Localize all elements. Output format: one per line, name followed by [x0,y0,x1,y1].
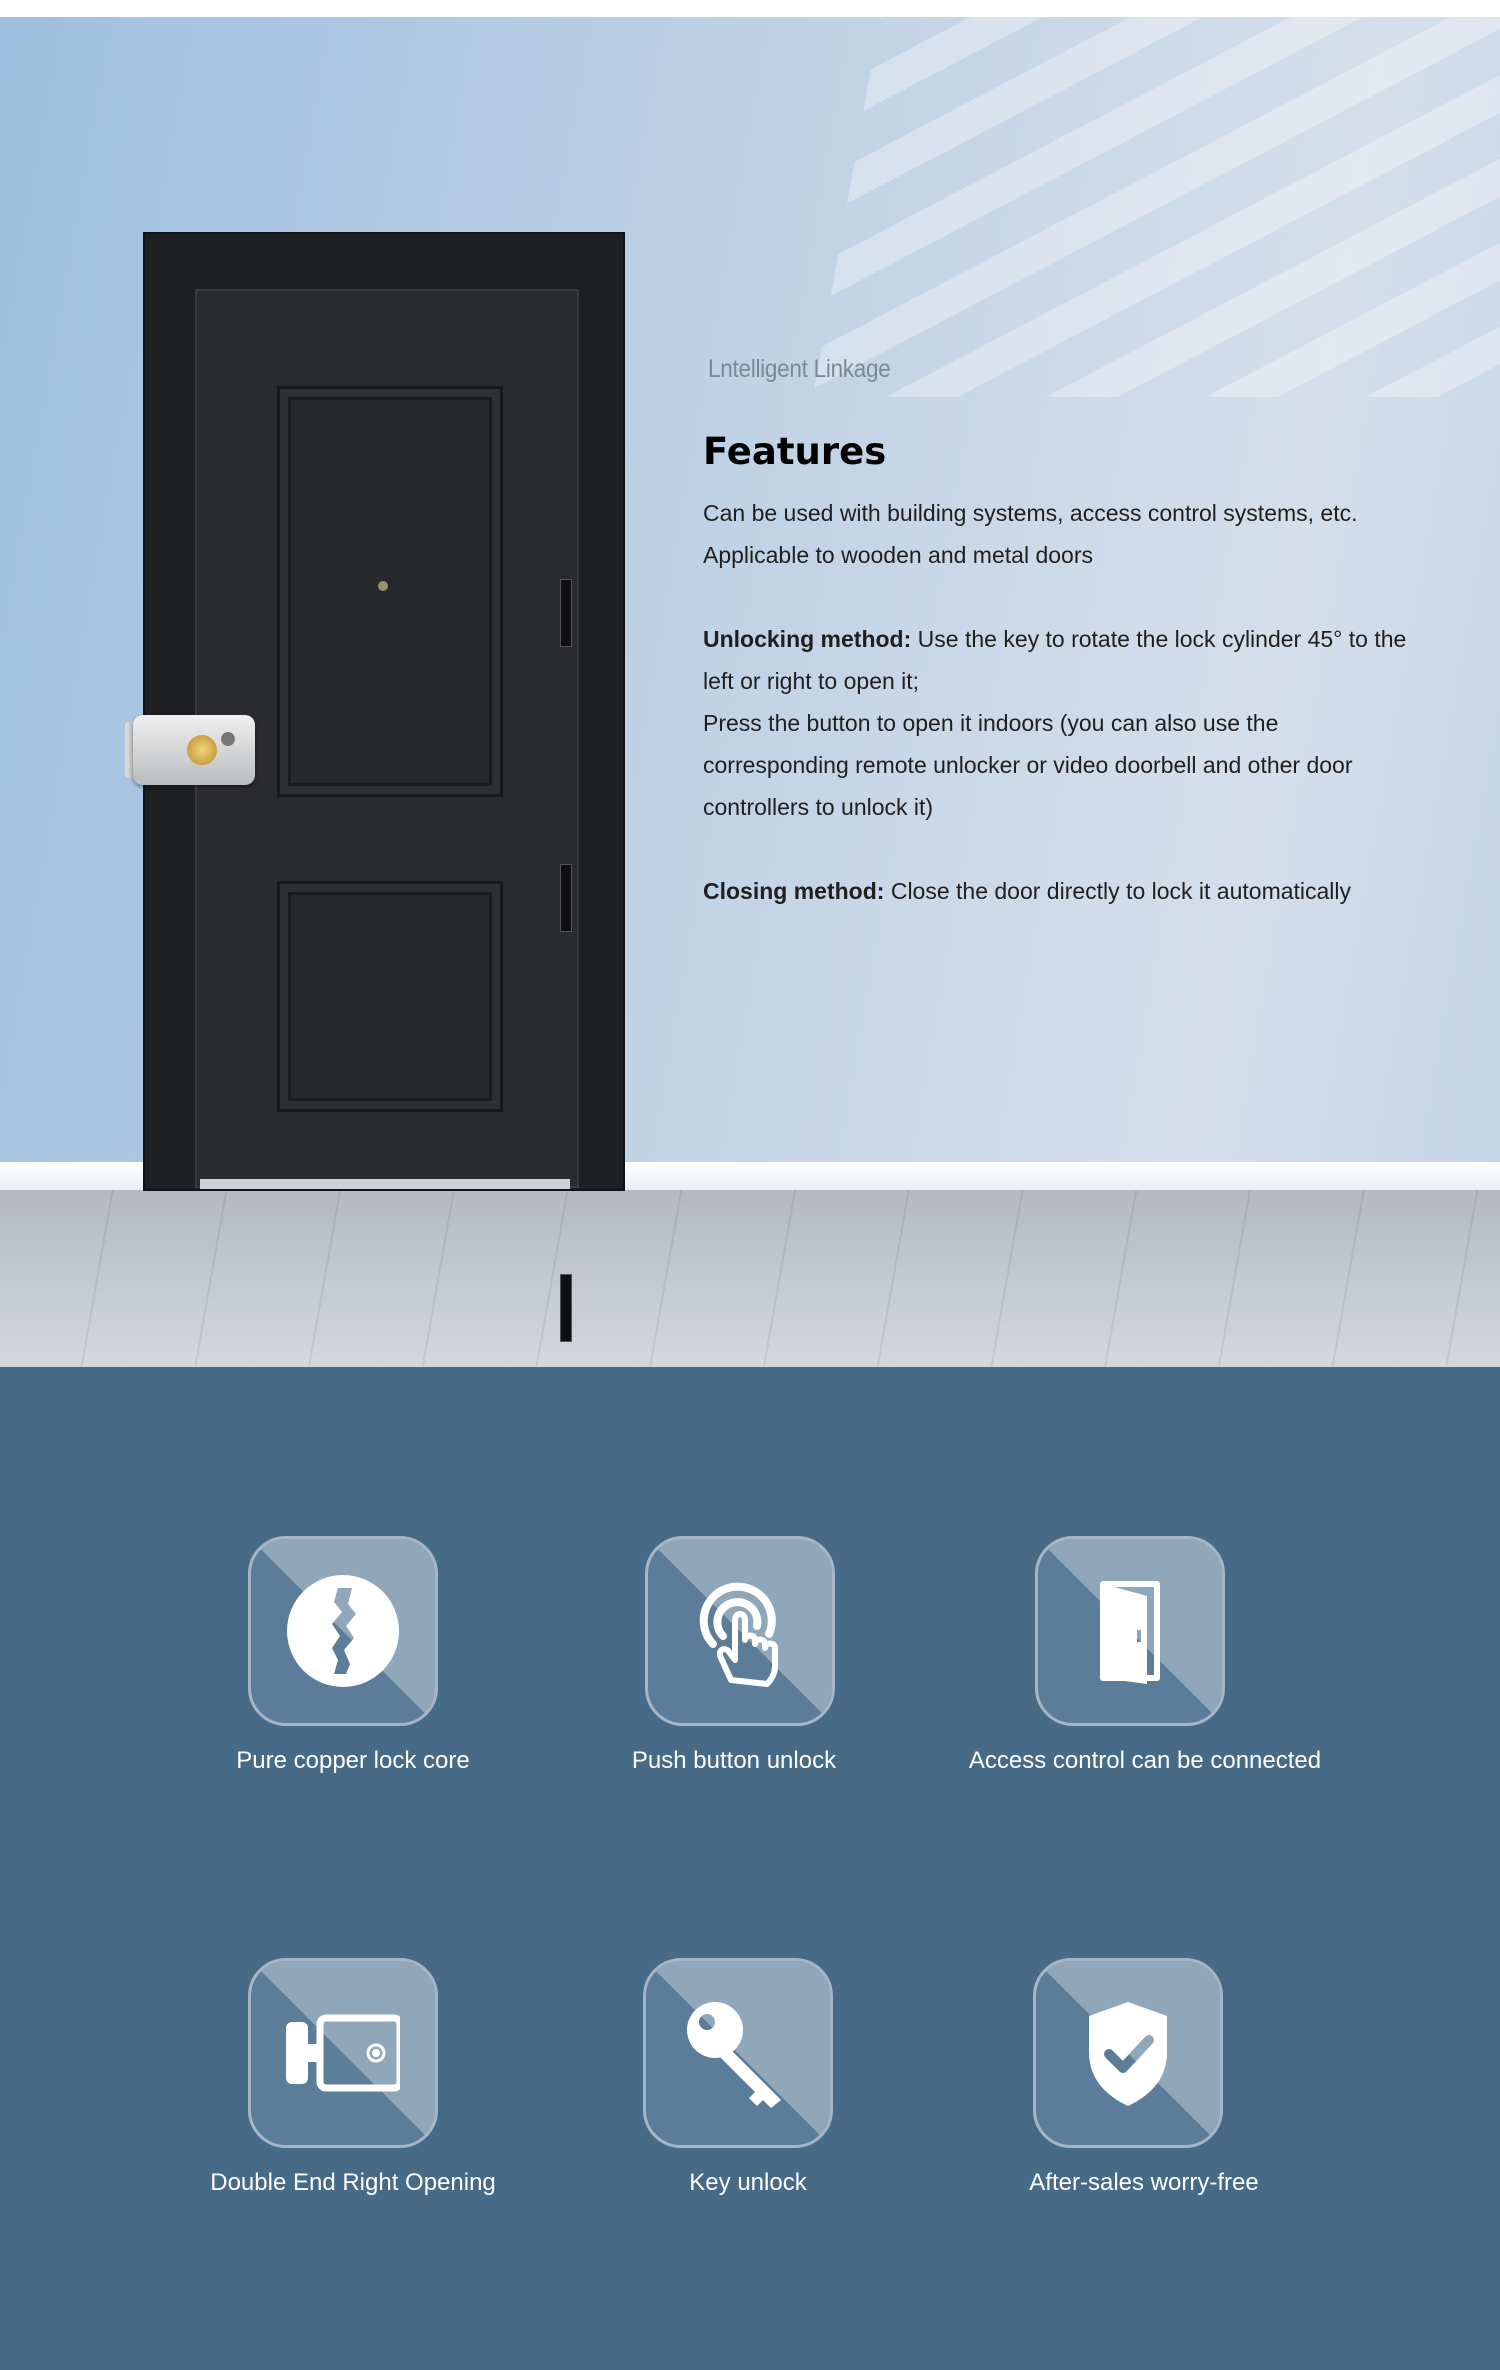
feature-tile [1033,1958,1223,2148]
closing-label: Closing method: [703,878,885,904]
unlocking-text: Use the key to rotate the lock cylinder 45° to the left or right to open it; [703,626,1407,694]
feature-item [548,1958,948,2197]
feature-item [153,1536,553,1775]
door-panel-bottom [277,881,503,1112]
feature-label: After-sales worry-free [1029,2169,1259,2196]
features-body [703,492,1423,912]
hinge [560,579,572,647]
door-panel-top [277,386,503,797]
hinge [560,1274,572,1342]
feature-label: Push button unlock [631,1747,837,1774]
feature-label: Double End Right Opening [210,2169,496,2196]
feature-grid [0,1367,1500,2370]
feature-item [153,1958,553,2197]
wood-floor [0,1190,1500,1367]
lock-button [221,732,235,746]
peephole [378,581,388,591]
unlocking-label: Unlocking method: [703,626,912,652]
feature-tile [1035,1536,1225,1726]
closing-method [703,870,1423,912]
features-title: Features [703,430,887,473]
window-light [813,17,1500,397]
hero-scene [0,17,1500,1367]
feature-tile [248,1536,438,1726]
intro-line: Applicable to wooden and metal doors [703,542,1093,568]
eyebrow-text: Lntelligent Linkage [708,355,891,383]
feature-item [945,1536,1345,1775]
feature-label: Pure copper lock core [236,1747,470,1774]
feature-label: Access control can be connected [968,1747,1322,1774]
unlocking-text-2: Press the button to open it indoors (you can also use the corresponding remote unlocker or video doorbell and other door controllers to unlock it) [703,710,1353,820]
feature-tile [645,1536,835,1726]
feature-tile [643,1958,833,2148]
intro-line: Can be used with building systems, access control systems, etc. [703,500,1358,526]
rim-lock-image [125,710,257,790]
unlocking-method [703,618,1423,702]
feature-item [944,1958,1344,2197]
closing-text: Close the door directly to lock it automatically [884,878,1352,904]
feature-label: Key unlock [689,2169,807,2196]
hinge [560,864,572,932]
feature-tile [248,1958,438,2148]
lock-cylinder [187,735,217,765]
feature-item [534,1536,934,1775]
door-threshold [200,1179,570,1189]
